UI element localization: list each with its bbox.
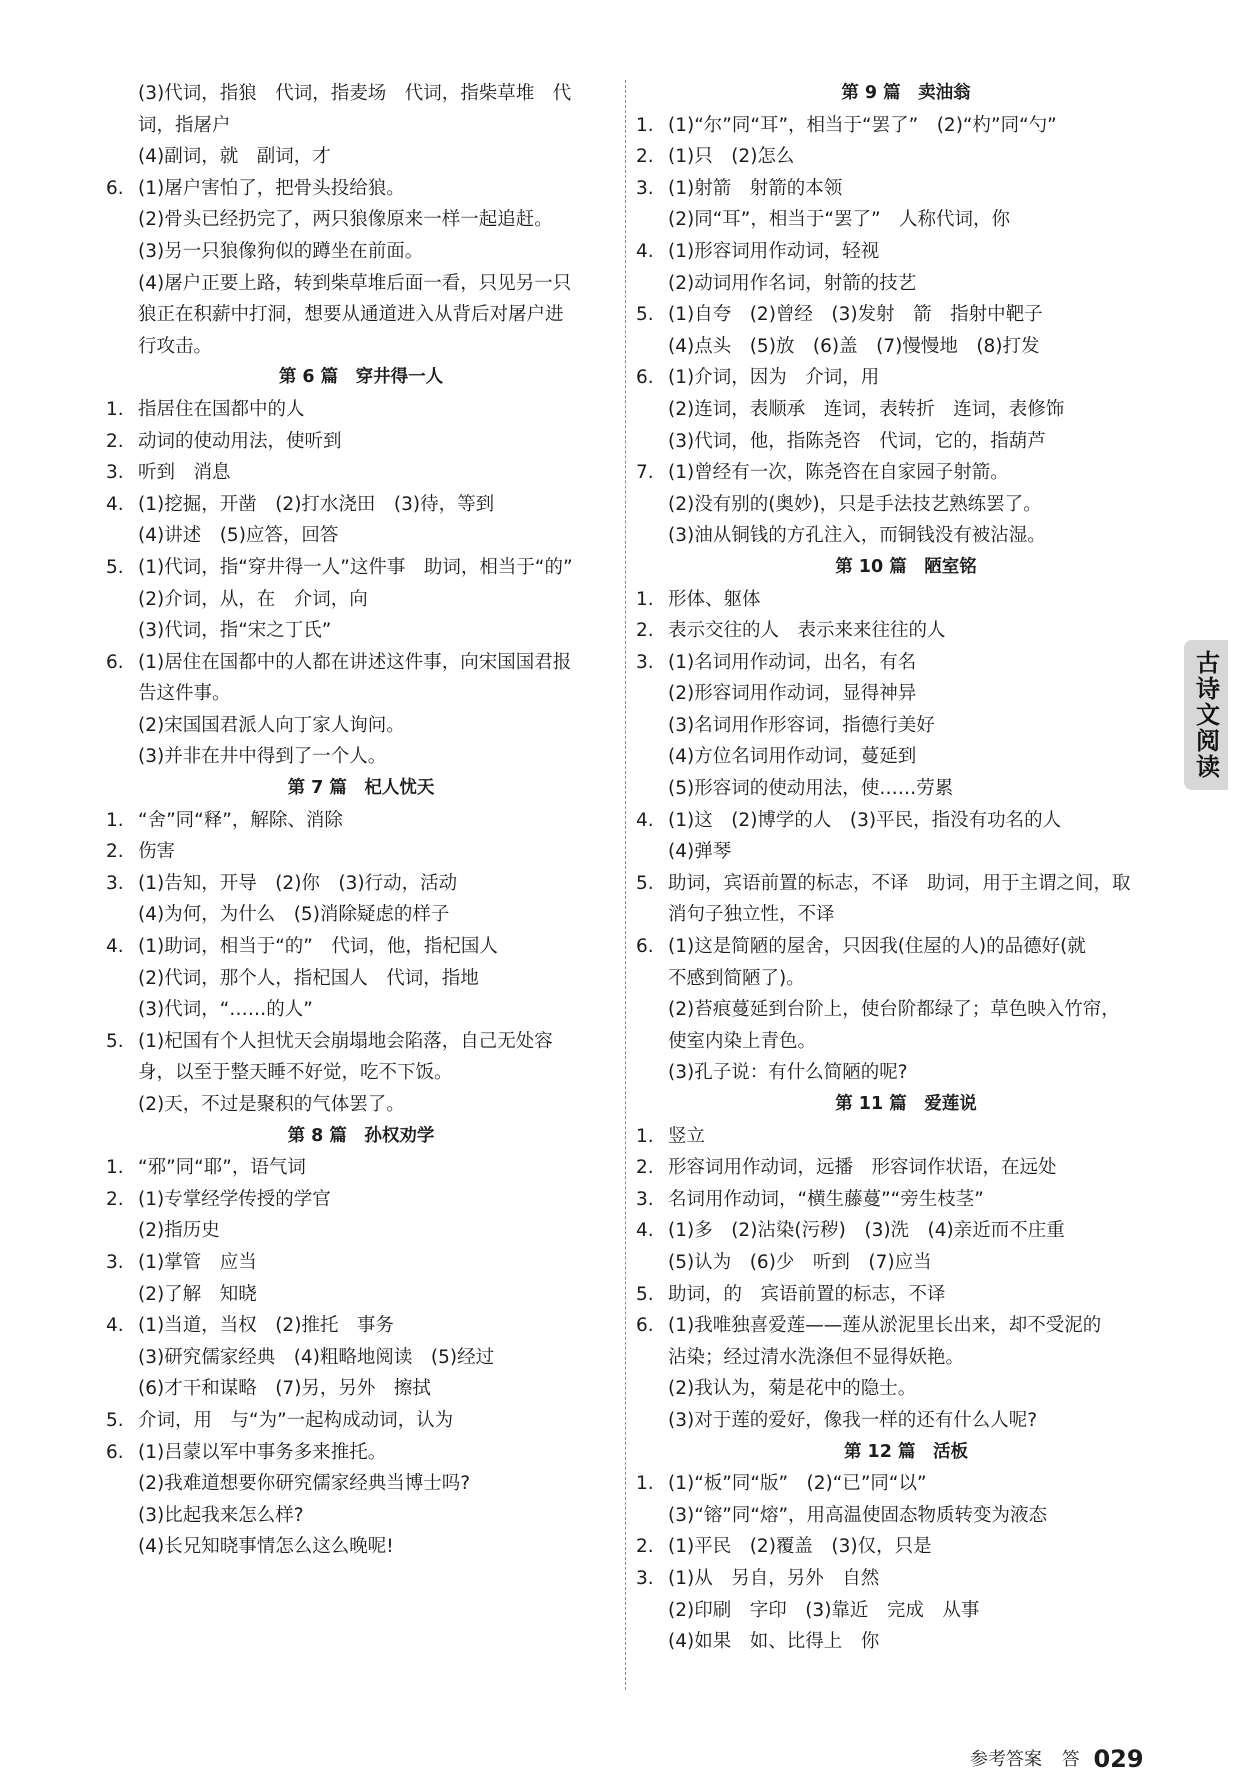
answer-line (636, 1310, 1176, 1342)
answer-line: (3)代词，“……的人” (138, 999, 313, 1021)
answer-text: (1)我唯独喜爱莲——莲从淤泥里长出来，却不受泥的 (668, 1315, 1102, 1337)
answer-line (106, 868, 616, 900)
answer-text: (1)“板”同“版” (2)“已”同“以” (668, 1473, 927, 1495)
answer-line (636, 1121, 1176, 1153)
answer-line: 词，指屠户 (138, 114, 231, 136)
answer-line: (2)代词，那个人，指杞国人 代词，指地 (138, 967, 479, 989)
item-number: 4. (636, 240, 654, 262)
item-number: 3. (106, 872, 124, 894)
answer-text: 名词用作动词，“横生藤蔓”“旁生枝茎” (668, 1188, 984, 1210)
answer-line: (6)才干和谋略 (7)另，另外 擦拭 (138, 1378, 431, 1400)
item-number: 3. (106, 462, 124, 484)
answer-line: 消句子独立性，不译 (668, 904, 835, 926)
answer-line: (5)形容词的使动用法，使……劳累 (668, 778, 954, 800)
answer-line: (4)为何，为什么 (5)消除疑虑的样子 (138, 904, 450, 926)
item-number: 3. (636, 177, 654, 199)
answer-line (106, 647, 616, 679)
answer-line: (3)比起我来怎么样? (138, 1504, 304, 1526)
answer-line: (4)方位名词用作动词，蔓延到 (668, 746, 917, 768)
answer-text: 竖立 (668, 1125, 706, 1147)
answer-text: (1)“尔”同“耳”，相当于“罢了” (2)“杓”同“勺” (668, 114, 1057, 136)
answer-text: (1)介词，因为 介词，用 (668, 367, 880, 389)
answer-line: (4)讲述 (5)应答，回答 (138, 525, 339, 547)
answer-line (636, 1531, 1176, 1563)
item-number: 1. (636, 588, 654, 610)
answer-line (636, 173, 1176, 205)
answer-line: (2)了解 知晓 (138, 1283, 257, 1305)
answer-line: (5)认为 (6)少 听到 (7)应当 (668, 1251, 932, 1273)
answer-line: (3)对于莲的爱好，像我一样的还有什么人呢? (668, 1409, 1038, 1431)
answer-line: (4)副词，就 副词，才 (138, 146, 331, 168)
answer-line: (2)介词，从，在 介词，向 (138, 588, 368, 610)
answer-text: (1)杞国有个人担忧天会崩塌地会陷落，自己无处容 (138, 1030, 553, 1052)
answer-text: 表示交往的人 表示来来往往的人 (668, 620, 946, 642)
footer-prefix: 答 (1061, 1749, 1080, 1770)
answer-text: (1)只 (2)怎么 (668, 146, 795, 168)
answer-text: (1)助词，相当于“的” 代词，他，指杞国人 (138, 936, 498, 958)
answer-text: (1)掌管 应当 (138, 1251, 257, 1273)
answer-text: 介词，用 与“为”一起构成动词，认为 (138, 1409, 454, 1431)
item-number: 4. (106, 493, 124, 515)
answer-line (636, 236, 1176, 268)
answer-line: (4)长兄知晓事情怎么这么晚呢! (138, 1536, 394, 1558)
answer-line (636, 141, 1176, 173)
item-number: 1. (636, 1125, 654, 1147)
answer-line (106, 1026, 616, 1058)
item-number: 1. (106, 1157, 124, 1179)
item-number: 7. (636, 462, 654, 484)
answer-line (106, 426, 616, 458)
answer-line: (3)代词，他，指陈尧咨 代词，它的，指葫芦 (668, 430, 1046, 452)
answer-line (106, 394, 616, 426)
side-tab-label: 古诗文阅读 (1191, 650, 1220, 780)
answer-line (636, 299, 1176, 331)
item-number: 6. (106, 177, 124, 199)
answer-text: 动词的使动用法，使听到 (138, 430, 342, 452)
section-heading: 第 7 篇 杞人忧天 (287, 778, 435, 799)
answer-line: (2)形容词用作动词，显得神异 (668, 683, 917, 705)
answer-line (636, 1215, 1176, 1247)
answer-line: (3)孔子说：有什么简陋的呢? (668, 1062, 908, 1084)
item-number: 4. (106, 936, 124, 958)
answer-line (636, 1279, 1176, 1311)
answer-line (106, 489, 616, 521)
answer-text: “邪”同“耶”，语气词 (138, 1157, 306, 1179)
answer-text: 形体、躯体 (668, 588, 761, 610)
answer-line (636, 1563, 1176, 1595)
item-number: 6. (636, 936, 654, 958)
answer-line (106, 173, 616, 205)
item-number: 1. (636, 114, 654, 136)
side-tab (1184, 640, 1228, 790)
answer-line (636, 457, 1176, 489)
answer-text: (1)自夸 (2)曾经 (3)发射 箭 指射中靶子 (668, 304, 1043, 326)
answer-text: (1)这是简陋的屋舍，只因我(住屋的人)的品德好(就 (668, 936, 1086, 958)
page-number: 029 (1093, 1745, 1144, 1773)
section-heading: 第 12 篇 活板 (843, 1441, 969, 1462)
item-number: 4. (636, 809, 654, 831)
answer-line: 使室内染上青色。 (668, 1030, 817, 1052)
item-number: 2. (636, 1536, 654, 1558)
item-number: 3. (636, 1567, 654, 1589)
item-number: 1. (636, 1473, 654, 1495)
answer-line (636, 931, 1176, 963)
answer-text: (1)挖掘，开凿 (2)打水浇田 (3)待，等到 (138, 493, 495, 515)
answer-line (106, 931, 616, 963)
item-number: 2. (636, 1157, 654, 1179)
item-number: 2. (636, 146, 654, 168)
item-number: 6. (106, 651, 124, 673)
answer-text: (1)屠户害怕了，把骨头投给狼。 (138, 177, 405, 199)
answer-text: 听到 消息 (138, 462, 231, 484)
answer-text: (1)当道，当权 (2)推托 事务 (138, 1315, 394, 1337)
answer-line (106, 1247, 616, 1279)
answer-text: 助词，的 宾语前置的标志，不译 (668, 1283, 946, 1305)
item-number: 5. (636, 1283, 654, 1305)
answer-line (636, 110, 1176, 142)
answer-line: 沾染；经过清水洗涤但不显得妖艳。 (668, 1346, 965, 1368)
answer-line: 狼正在积薪中打洞，想要从通道进入从背后对屠户进 (138, 304, 564, 326)
answer-line (106, 836, 616, 868)
answer-line: (2)我难道想要你研究儒家经典当博士吗? (138, 1473, 471, 1495)
item-number: 2. (106, 841, 124, 863)
answer-line (636, 1468, 1176, 1500)
answer-text: (1)射箭 射箭的本领 (668, 177, 843, 199)
item-number: 6. (636, 1315, 654, 1337)
footer-label: 参考答案 (970, 1749, 1042, 1770)
answer-text: (1)吕蒙以军中事务多来推托。 (138, 1441, 387, 1463)
page-footer (970, 1745, 1144, 1773)
answer-text: (1)专掌经学传授的学官 (138, 1188, 331, 1210)
right-column (636, 78, 1176, 1658)
answer-text: (1)形容词用作动词，轻视 (668, 240, 880, 262)
answer-text: (1)居住在国都中的人都在讲述这件事，向宋国国君报 (138, 651, 572, 673)
answer-line (106, 1310, 616, 1342)
answer-text: “舍”同“释”，解除、消除 (138, 809, 343, 831)
item-number: 4. (106, 1315, 124, 1337)
item-number: 5. (636, 872, 654, 894)
answer-line: 身，以至于整天睡不好觉，吃不下饭。 (138, 1062, 453, 1084)
item-number: 6. (636, 367, 654, 389)
answer-line: (2)天，不过是聚积的气体罢了。 (138, 1094, 405, 1115)
item-number: 1. (106, 398, 124, 420)
answer-line (636, 805, 1176, 837)
answer-line (106, 1437, 616, 1469)
answer-line: (2)同“耳”，相当于“罢了” 人称代词，你 (668, 209, 1011, 231)
answer-text: (1)从 另自，另外 自然 (668, 1567, 880, 1589)
answer-line: (2)指历史 (138, 1220, 220, 1242)
answer-line: (3)并非在井中得到了一个人。 (138, 746, 387, 768)
item-number: 1. (106, 809, 124, 831)
answer-text: (1)多 (2)沾染(污秽) (3)洗 (4)亲近而不庄重 (668, 1220, 1065, 1242)
item-number: 3. (636, 1188, 654, 1210)
answer-line (636, 647, 1176, 679)
section-heading: 第 6 篇 穿井得一人 (278, 367, 444, 388)
answer-text: 伤害 (138, 841, 176, 863)
answer-line: 行攻击。 (138, 335, 213, 357)
item-number: 3. (636, 651, 654, 673)
answer-line (106, 1405, 616, 1437)
answer-line: (3)代词，指“宋之丁氏” (138, 620, 332, 642)
answer-line (636, 584, 1176, 616)
answer-text: (1)曾经有一次，陈尧咨在自家园子射箭。 (668, 462, 1009, 484)
item-number: 4. (636, 1220, 654, 1242)
section-heading: 第 11 篇 爱莲说 (835, 1094, 977, 1114)
item-number: 2. (106, 430, 124, 452)
answer-line: (3)另一只狼像狗似的蹲坐在前面。 (138, 240, 424, 262)
section-heading: 第 9 篇 卖油翁 (841, 83, 971, 103)
answer-line (106, 1152, 616, 1184)
answer-line (636, 615, 1176, 647)
item-number: 5. (636, 304, 654, 326)
answer-line: (3)“镕”同“熔”，用高温使固态物质转变为液态 (668, 1504, 1048, 1526)
answer-line: (2)连词，表顺承 连词，表转折 连词，表修饰 (668, 398, 1065, 420)
answer-line: (4)弹琴 (668, 841, 732, 863)
answer-text: 指居住在国都中的人 (138, 398, 305, 420)
answer-line (106, 457, 616, 489)
answer-line: (3)研究儒家经典 (4)粗略地阅读 (5)经过 (138, 1346, 495, 1368)
answer-line (106, 552, 616, 584)
answer-text: (1)告知，开导 (2)你 (3)行动，活动 (138, 872, 458, 894)
answer-text: 形容词用作动词，远播 形容词作状语，在远处 (668, 1157, 1057, 1179)
answer-line: (2)我认为，菊是花中的隐士。 (668, 1378, 917, 1400)
answer-line: 告这件事。 (138, 683, 231, 705)
answer-line: (2)没有别的(奥妙)，只是手法技艺熟练罢了。 (668, 493, 1042, 515)
answer-line (106, 1184, 616, 1216)
answer-line (636, 1152, 1176, 1184)
column-divider (625, 80, 626, 1690)
answer-line: (2)苔痕蔓延到台阶上，使台阶都绿了；草色映入竹帘， (668, 999, 1120, 1021)
answer-line: (2)骨头已经扔完了，两只狼像原来一样一起追赶。 (138, 209, 553, 231)
answer-line: (3)油从铜钱的方孔注入，而铜钱没有被沾湿。 (668, 525, 1046, 547)
answer-line: (3)代词，指狼 代词，指麦场 代词，指柴草堆 代 (138, 83, 572, 104)
answer-text: (1)代词，指“穿井得一人”这件事 助词，相当于“的” (138, 556, 573, 578)
answer-line: 不感到简陋了)。 (668, 967, 805, 989)
answer-line: (2)印刷 字印 (3)靠近 完成 从事 (668, 1599, 980, 1621)
answer-text: (1)名词用作动词，出名，有名 (668, 651, 917, 673)
answer-line: (4)点头 (5)放 (6)盖 (7)慢慢地 (8)打发 (668, 335, 1040, 357)
answer-text: 助词，宾语前置的标志，不译 助词，用于主谓之间，取 (668, 872, 1131, 894)
answer-line: (2)动词用作名词，射箭的技艺 (668, 272, 917, 294)
answer-text: (1)这 (2)博学的人 (3)平民，指没有功名的人 (668, 809, 1062, 831)
item-number: 5. (106, 556, 124, 578)
section-heading: 第 10 篇 陋室铭 (835, 556, 977, 577)
answer-line: (2)宋国国君派人向丁家人询问。 (138, 714, 405, 736)
item-number: 2. (636, 620, 654, 642)
answer-line: (4)屠户正要上路，转到柴草堆后面一看，只见另一只 (138, 272, 572, 294)
item-number: 2. (106, 1188, 124, 1210)
section-heading: 第 8 篇 孙权劝学 (287, 1125, 435, 1146)
answer-line (636, 868, 1176, 900)
item-number: 6. (106, 1441, 124, 1463)
answer-text: (1)平民 (2)覆盖 (3)仅，只是 (668, 1536, 932, 1558)
left-column (106, 78, 616, 1563)
item-number: 5. (106, 1409, 124, 1431)
item-number: 5. (106, 1030, 124, 1052)
answer-line: (4)如果 如、比得上 你 (668, 1631, 880, 1653)
answer-line (106, 805, 616, 837)
answer-line (636, 362, 1176, 394)
item-number: 3. (106, 1251, 124, 1273)
answer-line: (3)名词用作形容词，指德行美好 (668, 714, 935, 736)
answer-line (636, 1184, 1176, 1216)
